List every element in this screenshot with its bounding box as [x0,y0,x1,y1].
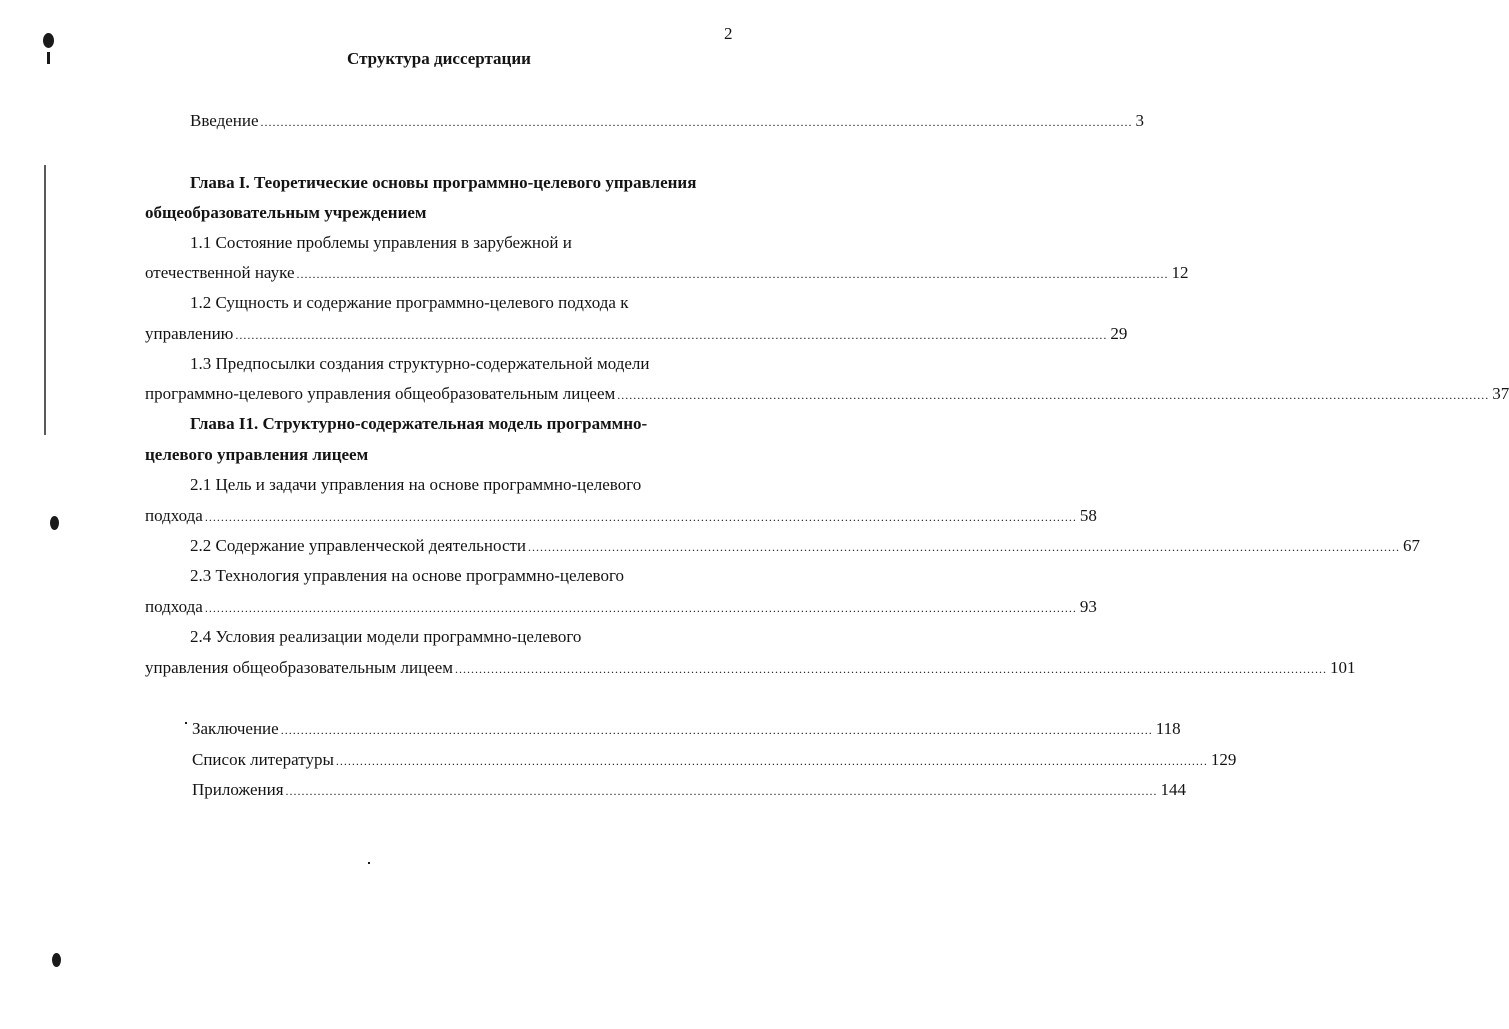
toc-1-3-line1: 1.3 Предпосылки создания структурно-содержательной модели [190,354,650,373]
dot-leader: .......................................................................................................................................................................................................................... [528,540,1401,554]
toc-label: управлению [145,324,234,343]
scan-speck [185,722,187,724]
binding-hole-top [43,33,54,48]
chapter1-heading-line1: Глава I. Теоретические основы программно-целевого управления [190,173,697,192]
toc-entry-2-2 [190,535,1421,558]
toc-label: Заключение [192,719,279,738]
toc-entry-2-3 [145,596,1097,619]
toc-label: программно-целевого управления общеобразовательным лицеем [145,384,616,403]
toc-label: 2.2 Содержание управленческой деятельности [190,536,527,555]
toc-entry-conclusion [192,718,1181,741]
toc-label: Приложения [192,780,284,799]
toc-page: 129 [1210,750,1237,769]
toc-page: 12 [1171,263,1189,282]
chapter1-heading-line2: общеобразовательным учреждением [145,203,427,222]
scan-speck [47,52,50,64]
binding-hole-middle [50,516,59,530]
toc-page: 37 [1492,384,1509,403]
dot-leader: .......................................................................................................................................................................................................................... [260,115,1133,129]
toc-label: подхода [145,506,203,525]
dot-leader: .......................................................................................................................................................................................................................... [204,510,1077,524]
toc-2-3-line1: 2.3 Технология управления на основе программно-целевого [190,566,624,585]
toc-entry-2-1 [145,505,1097,528]
toc-label: отечественной науке [145,263,295,282]
dot-leader: .......................................................................................................................................................................................................................... [335,754,1208,768]
toc-2-1-line1: 2.1 Цель и задачи управления на основе программно-целевого [190,475,642,494]
toc-1-1-line1: 1.1 Состояние проблемы управления в зарубежной и [190,233,572,252]
toc-page: 118 [1155,719,1181,738]
toc-entry-1-1 [145,262,1189,285]
toc-page: 3 [1135,111,1145,130]
binding-edge-line [44,165,46,435]
toc-page: 144 [1160,780,1187,799]
toc-entry-references [192,749,1237,772]
dot-leader: .......................................................................................................................................................................................................................... [617,388,1490,402]
binding-hole-bottom [52,953,61,967]
toc-label: Введение [190,111,259,130]
toc-page: 67 [1403,536,1421,555]
dot-leader: .......................................................................................................................................................................................................................... [280,723,1153,737]
toc-page: 93 [1079,597,1097,616]
toc-label: подхода [145,597,203,616]
toc-1-2-line1: 1.2 Сущность и содержание программно-целевого подхода к [190,293,629,312]
toc-page: 29 [1110,324,1128,343]
toc-label: Список литературы [192,750,334,769]
page-number: 2 [724,24,733,43]
dot-leader: .......................................................................................................................................................................................................................... [296,267,1169,281]
toc-page: 58 [1079,506,1097,525]
chapter2-heading-line2: целевого управления лицеем [145,445,369,464]
dot-leader: .......................................................................................................................................................................................................................... [204,601,1077,615]
toc-entry-intro [190,110,1145,133]
dot-leader: .......................................................................................................................................................................................................................... [455,662,1328,676]
toc-entry-2-4 [145,657,1356,680]
page-title: Структура диссертации [347,49,531,68]
toc-page: 101 [1330,658,1356,677]
chapter2-heading-line1: Глава I1. Структурно-содержательная модель программно- [190,414,648,433]
scan-speck [368,862,370,864]
toc-2-4-line1: 2.4 Условия реализации модели программно-целевого [190,627,582,646]
toc-label: управления общеобразовательным лицеем [145,658,454,677]
dot-leader: .......................................................................................................................................................................................................................... [285,784,1158,798]
dot-leader: .......................................................................................................................................................................................................................... [235,328,1108,342]
toc-entry-appendices [192,779,1187,802]
toc-entry-1-2 [145,323,1128,346]
toc-entry-1-3 [145,383,1509,406]
